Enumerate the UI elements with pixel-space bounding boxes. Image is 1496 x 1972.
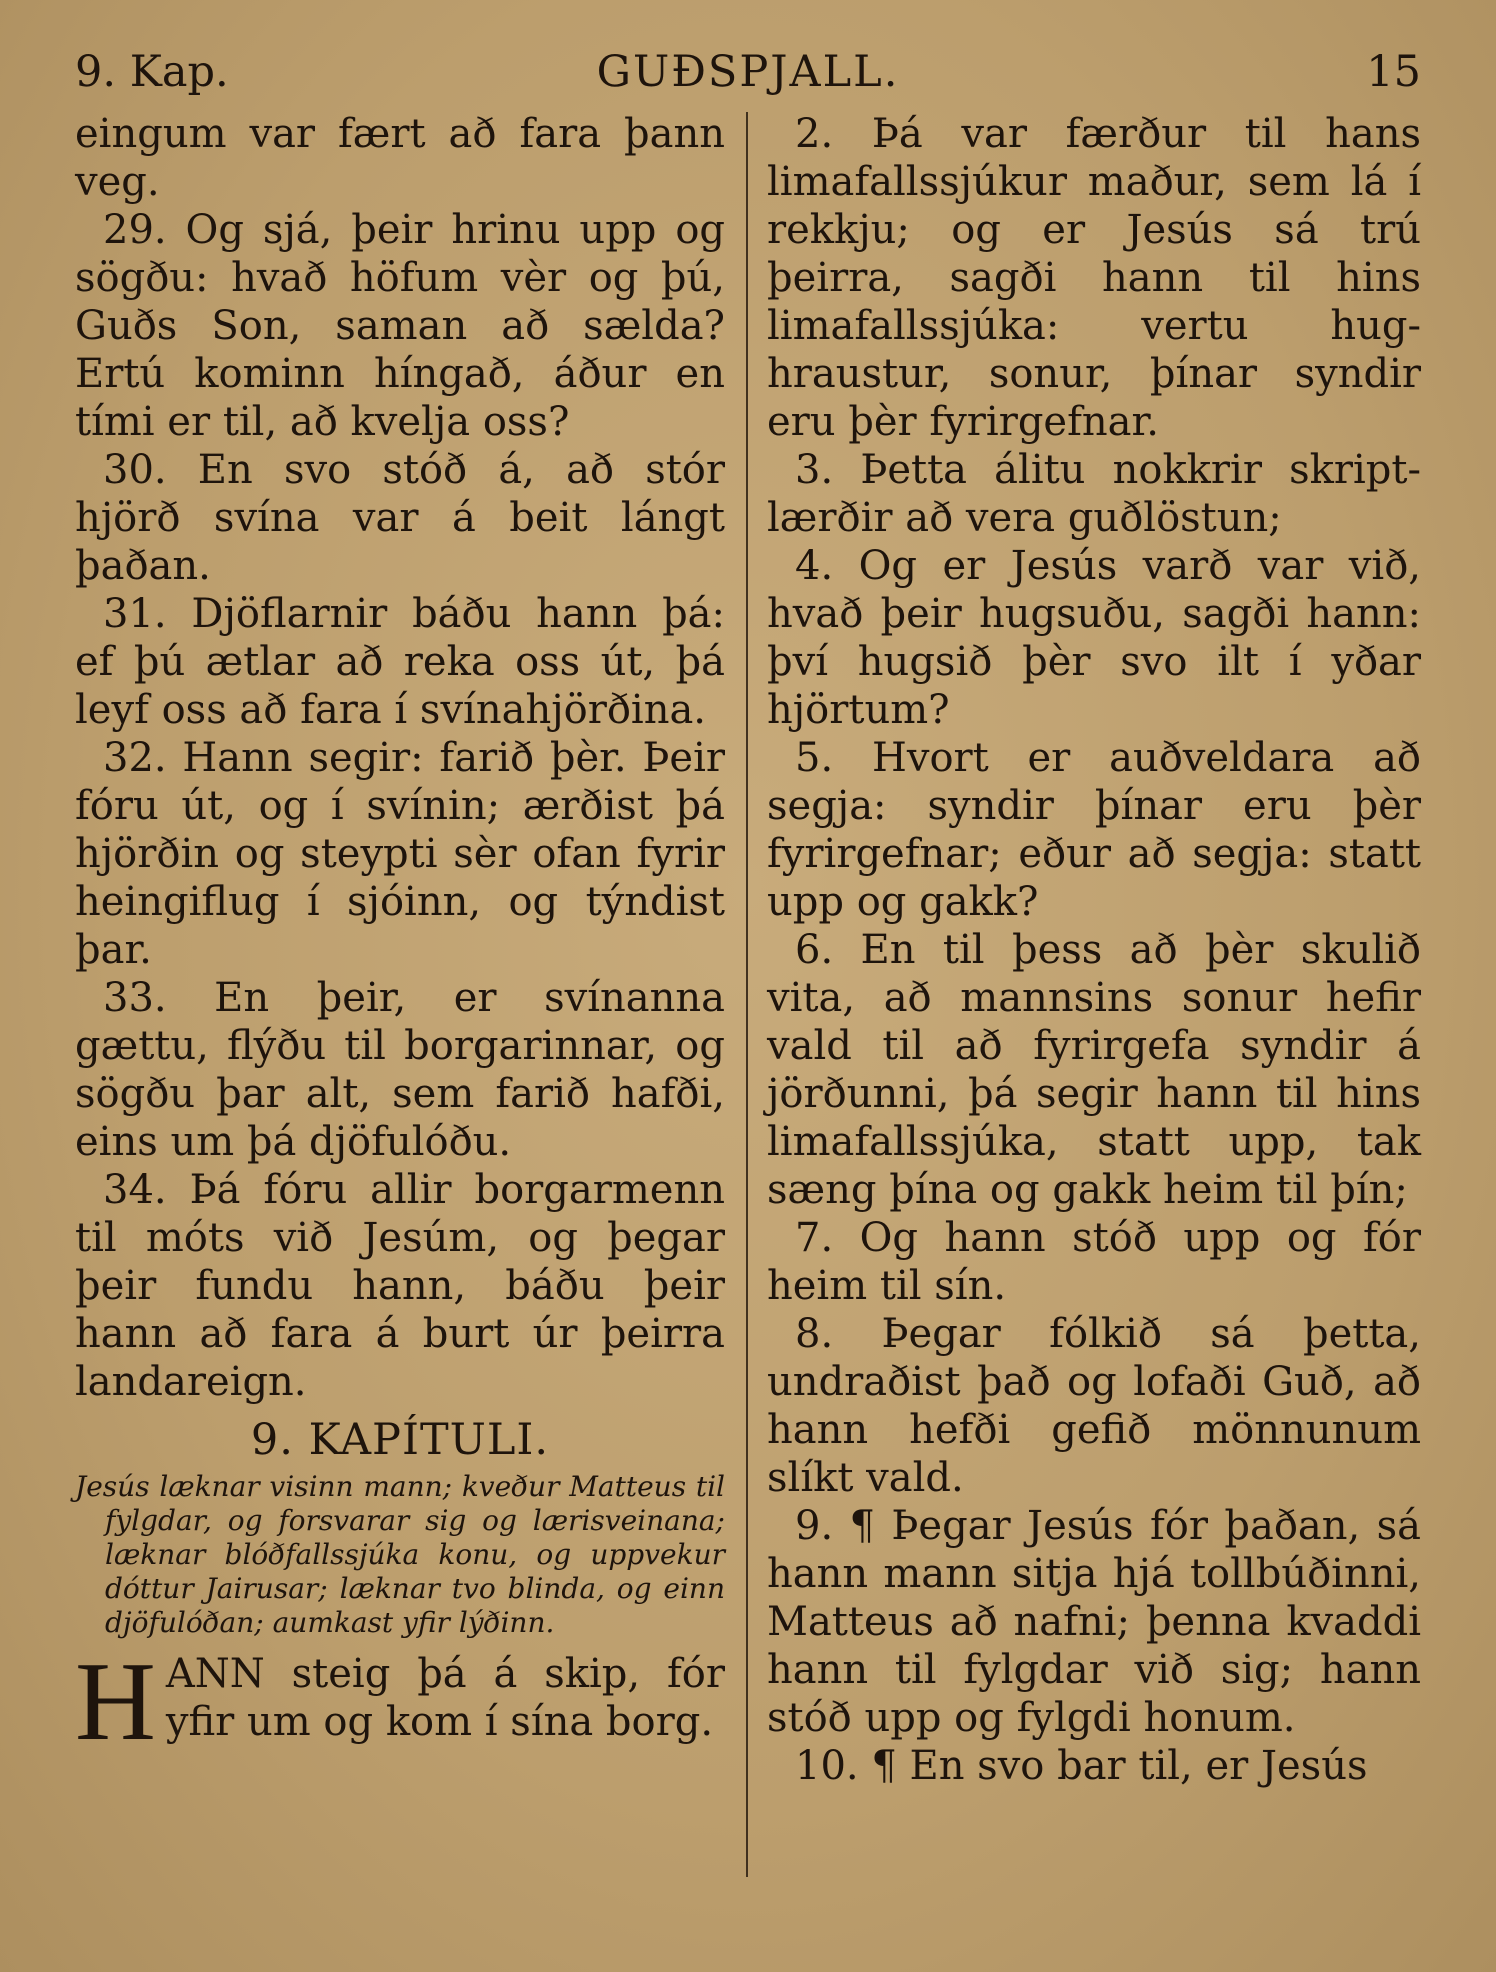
page-number: 15 [1366,47,1421,97]
chapter-heading: 9. KAPÍTULI. [250,1415,550,1465]
verse-32: 32. Hann segir: farið þèr. Þeir fóru út, og í svínin; ærðist þá hjörðin og steypti sèr ofan fyrir heingiflug í sjóinn, og týndist þar. [75,735,725,973]
verse-5: 5. Hvort er auðveldara að segja: syndir þínar eru þèr fyrirgefnar; eður að segja: statt upp og gakk? [767,735,1421,925]
verse-9: 9. ¶ Þegar Jesús fór þaðan, sá hann mann sitja hjá tollbúðinni, Matteus að nafni; þenna kvaddi hann til fylgdar við sig; hann stóð upp og fylgdi honum. [767,1503,1421,1741]
verse-6: 6. En til þess að þèr skulið vita, að mannsins sonur hefir vald til að fyrirgefa syndir á jörðunni, þá segir hann til hins limafallssjúka, statt upp, tak sæng þína og gakk heim til þín; [767,927,1421,1213]
right-column [767,110,1421,1790]
chapter-first-verse [75,1640,725,1764]
verse-2: 2. Þá var færður til hans limafallssjúkur maður, sem lá í rekkju; og er Jesús sá trú þeirra, sagði hann til hins limafallssjúka: vertu hughraustur, sonur, þínar syndir eru þèr fyrirgefnar. [767,111,1421,445]
column-divider [746,112,748,1877]
verse-33: 33. En þeir, er svínanna gættu, flýðu til borgarinnar, og sögðu þar alt, sem farið hafði, eins um þá djöfulóðu. [75,975,725,1165]
page-header [75,40,1421,104]
first-verse-text: ANN steig þá á skip, fór yfir um og kom í sína borg. [165,1651,725,1745]
verse-29: 29. Og sjá, þeir hrinu upp og sögðu: hvað höfum vèr og þú, Guðs Son, saman að sælda? Ertú kominn híngað, áður en tími er til, að kvelja oss? [75,207,725,445]
verse-7: 7. Og hann stóð upp og fór heim til sín. [767,1215,1421,1309]
verse-10: 10. ¶ En svo bar til, er Jesús [795,1743,1368,1789]
verse-30: 30. En svo stóð á, að stór hjörð svína var á beit lángt þaðan. [75,447,725,589]
verse-4: 4. Og er Jesús varð var við, hvað þeir hugsuðu, sagði hann: því hugsið þèr svo ilt í yðar hjörtum? [767,543,1421,733]
chapter-label: 9. Kap. [75,47,229,97]
left-column [75,110,725,1764]
verse-3: 3. Þetta álitu nokkrir skriptlærðir að vera guðlöstun; [767,447,1421,541]
verse-8: 8. Þegar fólkið sá þetta, undraðist það og lofaði Guð, að hann hefði gefið mönnunum slíkt vald. [767,1311,1421,1501]
verse-34: 34. Þá fóru allir borgarmenn til móts við Jesúm, og þegar þeir fundu hann, báðu þeir hann að fara á burt úr þeirra landareign. [75,1167,725,1405]
verse-31: 31. Djöflarnir báðu hann þá: ef þú ætlar að reka oss út, þá leyf oss að fara í svínahjörðina. [75,591,725,733]
verse-continuation: eingum var fært að fara þann veg. [75,111,725,205]
drop-cap: H [75,1640,156,1764]
chapter-summary: Jesús læknar visinn mann; kveður Matteus til fylgdar, og forsvarar sig og lærisveinana; læknar blóðfallssjúka konu, og uppvekur dóttur Jairusar; læknar tvo blinda, og einn djöfulóðan; aumkast yfir lýðinn. [75,1470,725,1639]
page-title: GUÐSPJALL. [596,47,900,97]
